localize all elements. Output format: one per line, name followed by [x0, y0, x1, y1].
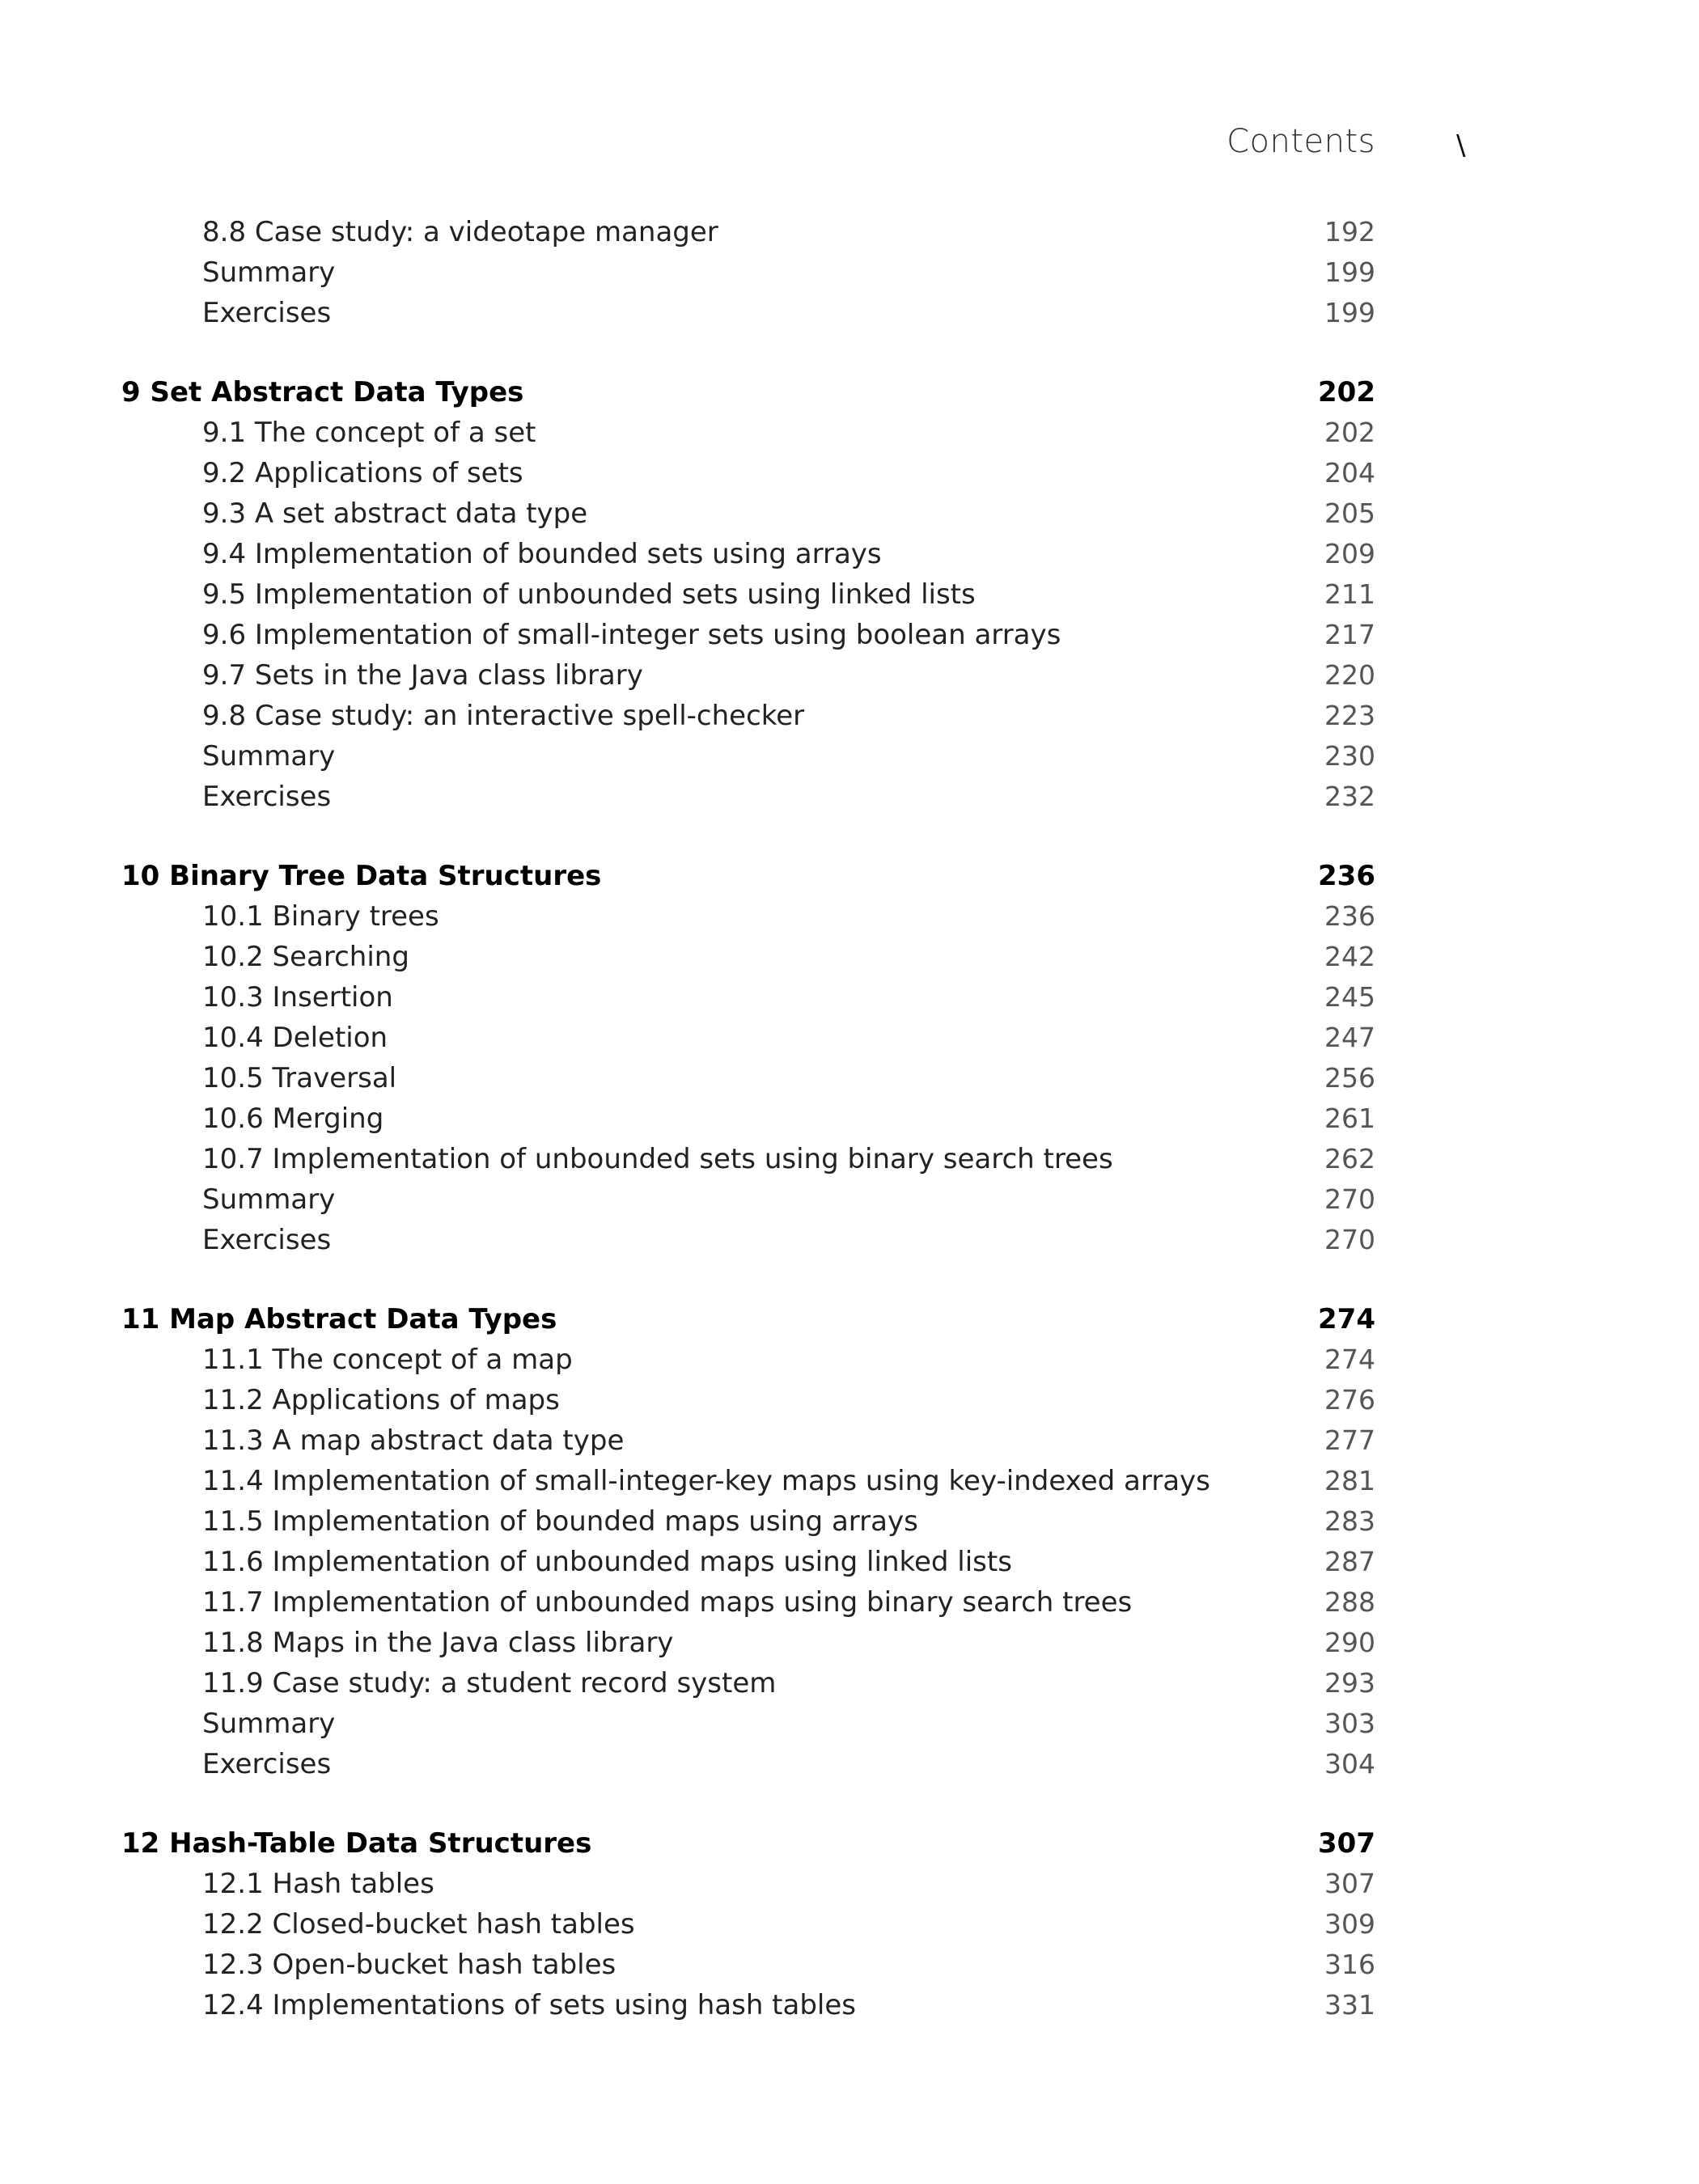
chapter-page: 236 — [1318, 860, 1375, 892]
toc-entry-label: Summary — [202, 256, 336, 289]
toc-entry — [121, 1220, 1375, 1260]
toc-entry-label: 11.6 Implementation of unbounded maps using linked lists — [202, 1546, 1012, 1578]
toc-entry-page: 304 — [1324, 1748, 1375, 1780]
toc-entry-page: 270 — [1324, 1224, 1375, 1255]
toc-entry-label: 10.7 Implementation of unbounded sets using binary search trees — [202, 1143, 1113, 1175]
toc-entry-page: 204 — [1324, 457, 1375, 489]
toc-entry-label: Summary — [202, 1183, 336, 1216]
toc-entry-page: 232 — [1324, 781, 1375, 812]
toc-entry-label: 11.5 Implementation of bounded maps using arrays — [202, 1505, 918, 1538]
toc-entry — [121, 977, 1375, 1018]
toc-entry — [121, 252, 1375, 293]
toc-entry — [121, 1945, 1375, 1985]
toc-entry-label: 9.4 Implementation of bounded sets using arrays — [202, 538, 882, 570]
toc-entry-label: 11.1 The concept of a map — [202, 1344, 573, 1376]
toc-entry — [121, 1744, 1375, 1784]
toc-entry — [121, 413, 1375, 453]
toc-entry-label: 12.4 Implementations of sets using hash tables — [202, 1989, 856, 2021]
toc-entry — [121, 1904, 1375, 1945]
toc-entry-label: Exercises — [202, 297, 332, 329]
toc-entry — [121, 1663, 1375, 1704]
toc-entry-label: Summary — [202, 740, 336, 772]
toc-entry-label: Exercises — [202, 1224, 332, 1256]
chapter-page: 274 — [1318, 1303, 1375, 1335]
toc-entry-page: 199 — [1324, 297, 1375, 328]
toc-entry-page: 223 — [1324, 700, 1375, 731]
toc-entry — [121, 1098, 1375, 1139]
toc-entry-page: 277 — [1324, 1424, 1375, 1456]
chapter-title: 10 Binary Tree Data Structures — [121, 860, 602, 892]
toc-entry — [121, 1380, 1375, 1420]
toc-entry-page: 245 — [1324, 981, 1375, 1013]
toc-entry-page: 303 — [1324, 1708, 1375, 1739]
toc-entry-page: 274 — [1324, 1344, 1375, 1375]
toc-entry-page: 247 — [1324, 1022, 1375, 1053]
toc-entry-label: 9.6 Implementation of small-integer sets using boolean arrays — [202, 619, 1061, 651]
toc-entry — [121, 615, 1375, 655]
chapter-heading — [121, 372, 1375, 413]
toc-entry-label: 11.8 Maps in the Java class library — [202, 1627, 674, 1659]
toc-entry-page: 288 — [1324, 1586, 1375, 1618]
toc-entry-label: 9.7 Sets in the Java class library — [202, 659, 643, 692]
toc-entry-page: 316 — [1324, 1949, 1375, 1980]
toc-entry-page: 220 — [1324, 659, 1375, 691]
toc-entry-label: 9.8 Case study: an interactive spell-checker — [202, 700, 805, 732]
toc-entry — [121, 534, 1375, 574]
toc-entry-page: 276 — [1324, 1384, 1375, 1416]
toc-entry-label: 11.4 Implementation of small-integer-key maps using key-indexed arrays — [202, 1465, 1210, 1497]
page-header — [0, 123, 1699, 171]
toc-entry-label: 10.2 Searching — [202, 941, 409, 973]
toc-entry-label: 8.8 Case study: a videotape manager — [202, 216, 718, 248]
toc-entry — [121, 1139, 1375, 1179]
toc-entry-label: 10.5 Traversal — [202, 1062, 397, 1094]
toc-entry-label: 11.7 Implementation of unbounded maps using binary search trees — [202, 1586, 1133, 1619]
toc-entry-label: 12.2 Closed-bucket hash tables — [202, 1908, 635, 1941]
toc-entry-label: 11.9 Case study: a student record system — [202, 1667, 777, 1699]
toc-entry-label: 9.3 A set abstract data type — [202, 497, 588, 530]
toc-entry-page: 307 — [1324, 1868, 1375, 1899]
toc-entry — [121, 1179, 1375, 1220]
toc-entry-label: 10.4 Deletion — [202, 1022, 388, 1054]
chapter-title: 9 Set Abstract Data Types — [121, 376, 524, 408]
toc-entry-page: 202 — [1324, 417, 1375, 448]
toc-entry-label: 11.3 A map abstract data type — [202, 1424, 625, 1457]
toc-entry — [121, 655, 1375, 696]
toc-entry-page: 209 — [1324, 538, 1375, 569]
toc-entry — [121, 1461, 1375, 1501]
toc-entry — [121, 1058, 1375, 1098]
toc-entry — [121, 937, 1375, 977]
toc-entry — [121, 1501, 1375, 1542]
chapter-title: 12 Hash-Table Data Structures — [121, 1827, 592, 1860]
running-head: Contents — [1227, 123, 1375, 160]
toc-entry-label: Exercises — [202, 781, 332, 813]
toc-entry-page: 331 — [1324, 1989, 1375, 2021]
chapter-heading — [121, 1823, 1375, 1864]
toc-entry-label: Exercises — [202, 1748, 332, 1780]
toc-entry-page: 230 — [1324, 740, 1375, 772]
toc-entry — [121, 777, 1375, 817]
page-mark: \ — [1456, 129, 1466, 162]
toc-entry-label: 12.1 Hash tables — [202, 1868, 434, 1900]
toc-entry — [121, 1623, 1375, 1663]
chapter-page: 202 — [1318, 376, 1375, 408]
toc-entry — [121, 293, 1375, 333]
toc-entry-label: 12.3 Open-bucket hash tables — [202, 1949, 616, 1981]
toc-entry-label: 9.2 Applications of sets — [202, 457, 523, 489]
toc-entry — [121, 1420, 1375, 1461]
toc-entry-page: 205 — [1324, 497, 1375, 529]
toc-entry-label: 10.1 Binary trees — [202, 900, 439, 933]
toc-entry-page: 290 — [1324, 1627, 1375, 1658]
toc-entry — [121, 212, 1375, 252]
chapter-page: 307 — [1318, 1827, 1375, 1860]
toc-entry — [121, 493, 1375, 534]
chapter-heading — [121, 856, 1375, 896]
toc-entry-page: 242 — [1324, 941, 1375, 972]
toc-entry-label: 9.5 Implementation of unbounded sets using linked lists — [202, 578, 976, 611]
table-of-contents — [121, 212, 1375, 2025]
toc-entry-page: 283 — [1324, 1505, 1375, 1537]
toc-entry-page: 256 — [1324, 1062, 1375, 1094]
toc-entry-label: 10.6 Merging — [202, 1103, 384, 1135]
toc-entry — [121, 736, 1375, 777]
toc-entry-page: 287 — [1324, 1546, 1375, 1577]
toc-entry — [121, 696, 1375, 736]
toc-entry-label: 11.2 Applications of maps — [202, 1384, 560, 1416]
toc-entry — [121, 1582, 1375, 1623]
toc-entry — [121, 1864, 1375, 1904]
toc-entry-label: 9.1 The concept of a set — [202, 417, 536, 449]
toc-entry — [121, 1704, 1375, 1744]
chapter-title: 11 Map Abstract Data Types — [121, 1303, 557, 1335]
toc-entry-page: 199 — [1324, 256, 1375, 288]
toc-entry — [121, 574, 1375, 615]
chapter-heading — [121, 1299, 1375, 1340]
toc-entry-label: 10.3 Insertion — [202, 981, 393, 1014]
toc-entry-page: 211 — [1324, 578, 1375, 610]
toc-entry — [121, 453, 1375, 493]
toc-entry — [121, 1985, 1375, 2025]
toc-entry — [121, 896, 1375, 937]
toc-entry-page: 293 — [1324, 1667, 1375, 1699]
toc-entry — [121, 1340, 1375, 1380]
toc-entry-page: 236 — [1324, 900, 1375, 932]
toc-entry-page: 309 — [1324, 1908, 1375, 1940]
toc-entry — [121, 1018, 1375, 1058]
toc-entry-page: 270 — [1324, 1183, 1375, 1215]
toc-entry-page: 262 — [1324, 1143, 1375, 1175]
toc-entry-page: 192 — [1324, 216, 1375, 248]
toc-entry — [121, 1542, 1375, 1582]
toc-entry-page: 217 — [1324, 619, 1375, 650]
toc-entry-page: 281 — [1324, 1465, 1375, 1496]
toc-entry-page: 261 — [1324, 1103, 1375, 1134]
toc-entry-label: Summary — [202, 1708, 336, 1740]
